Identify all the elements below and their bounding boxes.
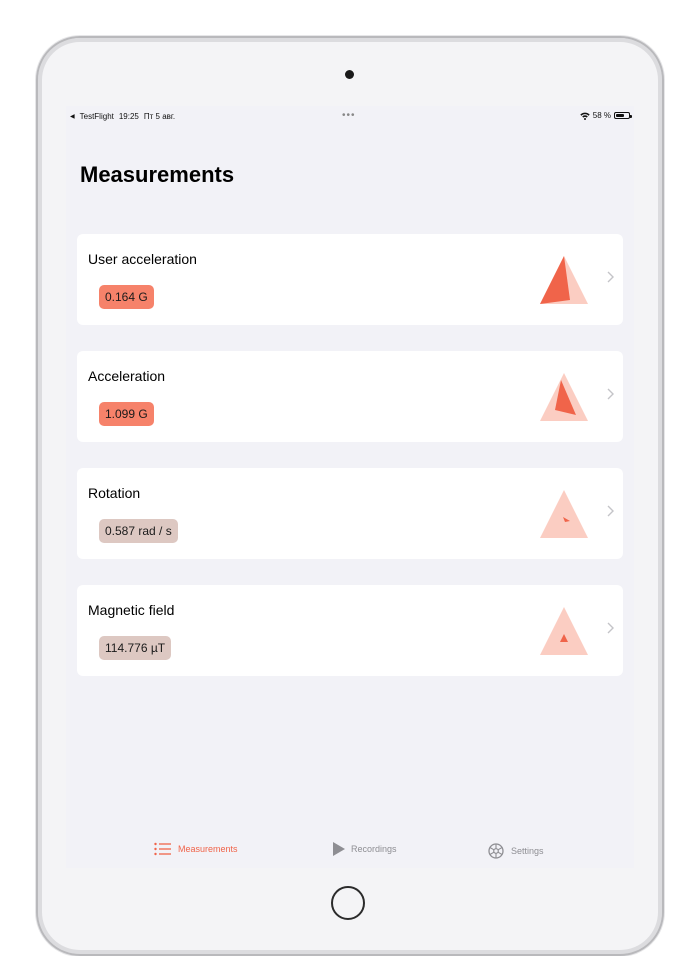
acceleration-triangle-icon [536, 369, 592, 425]
measurement-card-magnetic-field[interactable] [77, 585, 623, 676]
tab-label: Settings [511, 846, 544, 856]
back-arrow-icon[interactable]: ◀ [70, 114, 75, 120]
value-badge: 114.776 µT [99, 636, 171, 660]
chevron-right-icon[interactable] [605, 504, 615, 518]
status-date: Пт 5 авг. [143, 112, 176, 121]
acceleration-triangle-icon [536, 252, 592, 308]
multitasking-dots[interactable]: ••• [342, 110, 356, 121]
rotation-triangle-icon [536, 486, 592, 542]
measurement-card-acceleration[interactable] [77, 351, 623, 442]
camera-dot [345, 70, 354, 79]
value-badge: 0.587 rad / s [99, 519, 178, 543]
magnetic-triangle-icon [536, 603, 592, 659]
card-title: Rotation [88, 485, 141, 501]
tab-label: Measurements [178, 844, 238, 854]
value-badge: 1.099 G [99, 402, 154, 426]
value-badge: 0.164 G [99, 285, 154, 309]
status-time: 19:25 [118, 112, 139, 121]
battery-icon [614, 112, 630, 119]
tab-measurements[interactable] [154, 842, 238, 856]
measurement-card-user-acceleration[interactable] [77, 234, 623, 325]
chevron-right-icon[interactable] [605, 387, 615, 401]
battery-percent: 58 % [592, 111, 611, 120]
chevron-right-icon[interactable] [605, 621, 615, 635]
screen [66, 106, 634, 868]
list-icon [154, 842, 172, 856]
card-title: User acceleration [88, 251, 197, 267]
play-icon [332, 842, 345, 856]
status-left [70, 112, 175, 121]
tab-label: Recordings [351, 844, 397, 854]
status-right [580, 111, 630, 120]
tab-bar [66, 832, 634, 868]
gear-icon [487, 842, 505, 860]
card-title: Acceleration [88, 368, 166, 384]
wifi-icon [580, 112, 590, 120]
measurement-card-rotation[interactable] [77, 468, 623, 559]
card-title: Magnetic field [88, 602, 175, 618]
tab-recordings[interactable] [332, 842, 397, 856]
page-title: Measurements [80, 162, 235, 187]
back-app-label[interactable]: TestFlight [79, 112, 114, 121]
status-bar [66, 106, 634, 126]
home-button[interactable] [331, 886, 365, 920]
chevron-right-icon[interactable] [605, 270, 615, 284]
tab-settings[interactable] [487, 842, 544, 860]
